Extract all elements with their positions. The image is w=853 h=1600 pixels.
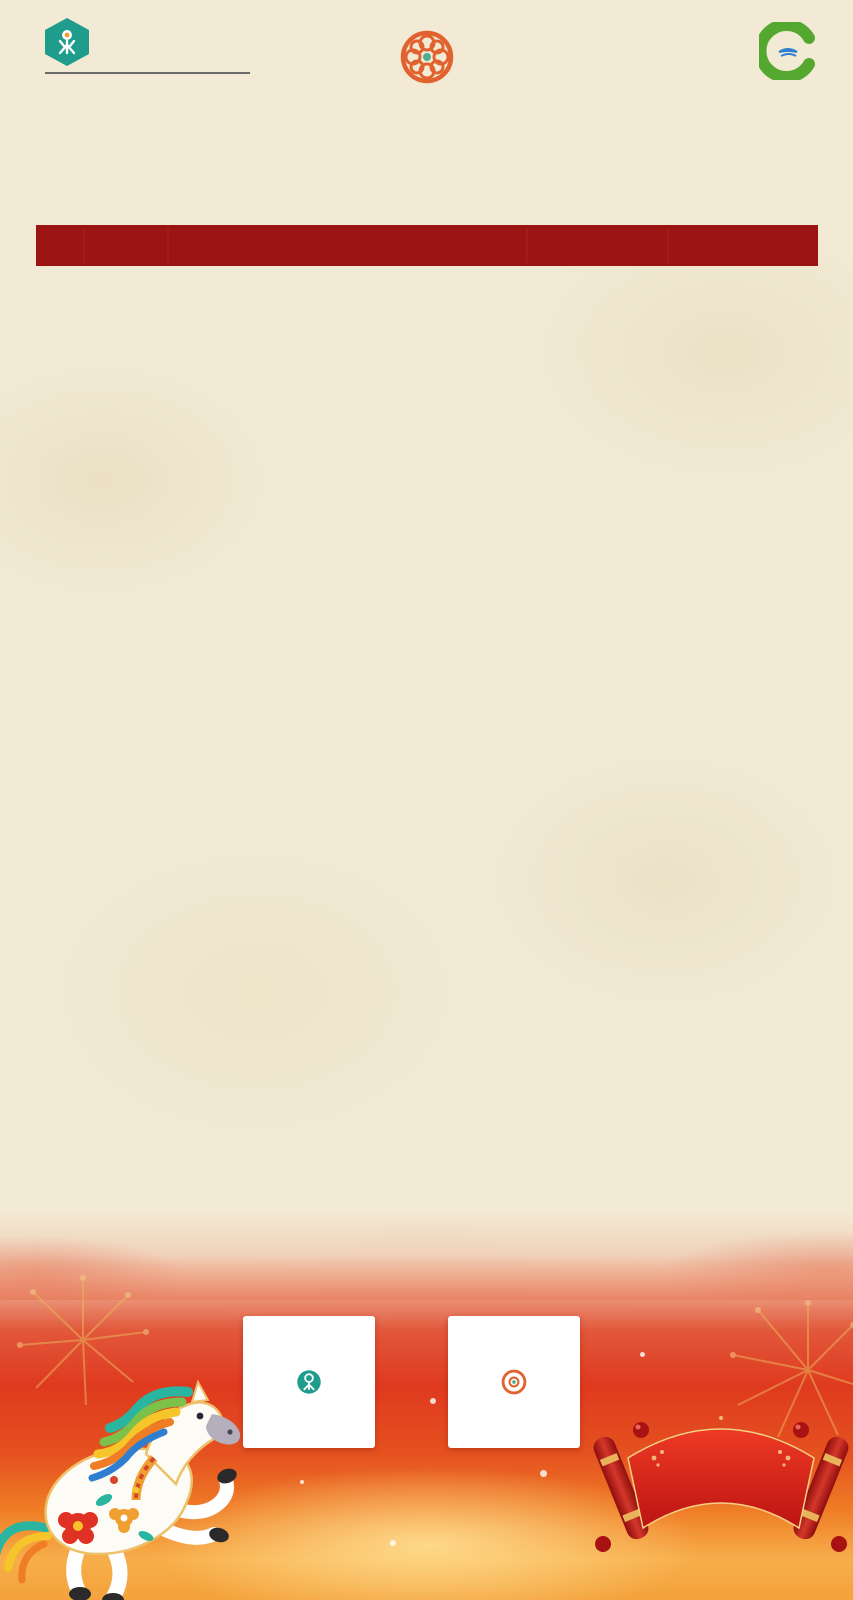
library-logo-divider [45,72,250,74]
col-header-no [38,227,85,265]
yurun-logo [759,22,825,85]
yurun-emblem-icon [759,22,817,85]
civility-qr-logo-icon [501,1369,527,1395]
sparkle [390,1540,396,1546]
civility-emblem-icon [400,30,454,89]
col-header-name [168,227,526,265]
horse-illustration [0,1358,346,1600]
civility-sihui-logo [390,30,464,89]
sparkle [430,1398,436,1404]
civility-wechat-qr [448,1316,580,1448]
library-emblem-icon [45,18,89,66]
poster-title [0,96,853,108]
activities-table-body [38,265,817,1086]
col-header-time [527,227,669,265]
header [0,14,853,100]
sparkle [640,1352,645,1357]
col-header-type [84,227,168,265]
activities-table [36,225,818,1087]
sparkle [540,1470,547,1477]
library-logo [45,18,255,78]
scroll-banner [592,1392,850,1577]
col-header-place [668,227,816,265]
table-header-row [38,227,817,265]
